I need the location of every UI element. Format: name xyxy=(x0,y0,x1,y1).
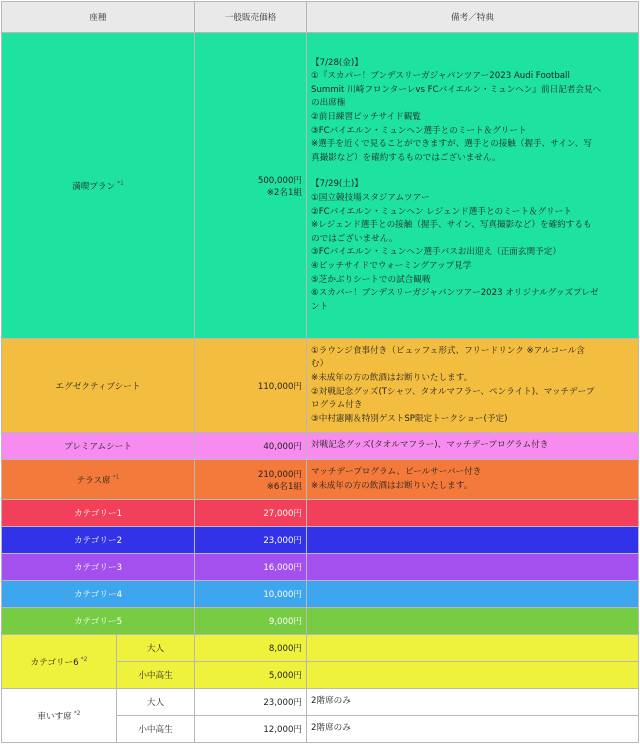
note-line: 真撮影など）を確約するものではございません。 xyxy=(311,152,501,163)
sub-label: 大人 xyxy=(117,689,195,716)
seat-pricing-table xyxy=(1,1,639,743)
notes-cell xyxy=(307,33,639,339)
seat-name-cell xyxy=(2,33,195,339)
header-seat: 座種 xyxy=(2,2,195,33)
note-line: ①国立競技場スタジアムツアー xyxy=(311,193,430,203)
note-line: ③FCバイエルン・ミュンヘン選手バスお出迎え（正面玄関予定） xyxy=(311,247,561,258)
note-line: ①『スカパー！ブンデスリーガジャパンツアー2023 Audi Football xyxy=(311,71,570,82)
row-category-3 xyxy=(2,554,639,581)
price: 23,000円 xyxy=(195,689,307,716)
note-line: の出席権 xyxy=(311,98,346,109)
notes: 2階席のみ xyxy=(307,689,639,716)
notes-cell xyxy=(307,339,639,433)
notes: 2階席のみ xyxy=(307,716,639,743)
note-line: ②FCバイエルン・ミュンヘン レジェンド選手とのミート＆グリート xyxy=(311,206,572,217)
seat-name: カテゴリー3 xyxy=(2,554,195,581)
note-line: ⑤芝かぶりシートでの試合観戦 xyxy=(311,274,431,285)
note-line: 対戦記念グッズ(タオルマフラー)、マッチデープログラム付き xyxy=(311,440,549,451)
sub-label: 小中高生 xyxy=(117,716,195,743)
price: 16,000円 xyxy=(195,554,307,581)
sub-label: 小中高生 xyxy=(117,662,195,689)
note-line: ④ピッチサイドでウォーミングアップ見学 xyxy=(311,260,472,271)
note-line: ②対戦記念グッズ(Tシャツ、タオルマフラー、ペンライト)、マッチデープ xyxy=(311,386,595,397)
row-premium-plan xyxy=(2,33,639,339)
header-notes: 備考／特典 xyxy=(307,2,639,33)
row-category-5 xyxy=(2,608,639,635)
seat-name: 車いす席 xyxy=(37,711,72,722)
price: 23,000円 xyxy=(195,527,307,554)
notes-cell xyxy=(307,662,639,689)
price-cell xyxy=(195,33,307,339)
price: 110,000円 xyxy=(257,381,303,392)
sub-label: 大人 xyxy=(117,635,195,662)
row-category-4 xyxy=(2,581,639,608)
note-line: 【7/28(金)】 xyxy=(311,57,363,68)
price: 12,000円 xyxy=(195,716,307,743)
row-category-1 xyxy=(2,500,639,527)
header-price: 一般販売価格 xyxy=(195,2,307,33)
seat-name: プレミアムシート xyxy=(64,442,132,452)
note-line: ログラム付き xyxy=(311,400,363,411)
price-note: ※6名1組 xyxy=(266,481,303,492)
notes-cell xyxy=(307,581,639,608)
price: 40,000円 xyxy=(263,442,303,452)
notes-cell xyxy=(307,608,639,635)
price: 210,000円 xyxy=(257,469,303,480)
footnote-mark: *2 xyxy=(80,655,88,663)
note-line: ②前日練習ピッチサイド観覧 xyxy=(311,112,421,123)
row-category-6-adult xyxy=(2,635,639,662)
seat-name-cell xyxy=(2,339,195,433)
row-executive xyxy=(2,339,639,433)
price-cell xyxy=(195,460,307,500)
row-premium-seat xyxy=(2,433,639,460)
seat-name: カテゴリー2 xyxy=(2,527,195,554)
notes-cell xyxy=(307,635,639,662)
seat-name: カテゴリー6 xyxy=(30,657,79,668)
price-cell xyxy=(195,433,307,460)
note-line: Summit 川崎フロンターレvs FCバイエルン・ミュンヘン』前日記者会見へ xyxy=(311,84,602,95)
price: 9,000円 xyxy=(195,608,307,635)
row-terrace xyxy=(2,460,639,500)
note-line: のではございません。 xyxy=(311,233,398,244)
note-line: マッチデープログラム、ビールサーバー付き xyxy=(311,466,482,477)
price-note: ※2名1組 xyxy=(266,187,303,198)
note-line: ※選手を近くで見ることができますが、選手との接触（握手、サイン、写 xyxy=(311,139,592,150)
seat-name: エグゼクティブシート xyxy=(55,381,141,392)
note-line: ⑥スカパー！ブンデスリーガジャパンツアー2023 オリジナルグッズプレゼ xyxy=(311,288,599,299)
note-line: ※未成年の方の飲酒はお断りいたします。 xyxy=(311,480,473,491)
notes-cell xyxy=(307,433,639,460)
row-wheelchair-adult xyxy=(2,689,639,716)
footnote-mark: *2 xyxy=(73,709,81,717)
price: 500,000円 xyxy=(257,175,303,186)
note-line: む） xyxy=(311,359,329,370)
seat-name: カテゴリー5 xyxy=(2,608,195,635)
seat-name: 満喫プラン xyxy=(72,181,116,192)
notes-cell xyxy=(307,527,639,554)
footnote-mark: *1 xyxy=(117,179,124,187)
notes-cell xyxy=(307,460,639,500)
price: 8,000円 xyxy=(195,635,307,662)
price: 27,000円 xyxy=(195,500,307,527)
note-line: ※未成年の方の飲酒はお断りいたします。 xyxy=(311,372,473,383)
seat-name: テラス席 xyxy=(76,475,111,486)
note-line: ント xyxy=(311,301,329,312)
notes-cell xyxy=(307,500,639,527)
note-line: ③FCバイエルン・ミュンヘン選手とのミート＆グリート xyxy=(311,125,527,136)
seat-name-cell xyxy=(2,689,117,743)
price: 10,000円 xyxy=(195,581,307,608)
seat-name: カテゴリー1 xyxy=(2,500,195,527)
seat-name: カテゴリー4 xyxy=(2,581,195,608)
seat-name-cell xyxy=(2,635,117,689)
seat-name-cell xyxy=(2,433,195,460)
note-line: ①ラウンジ食事付き（ビュッフェ形式、フリードリンク ※アルコール含 xyxy=(311,345,585,356)
notes-cell xyxy=(307,554,639,581)
note-line: 【7/29(土)】 xyxy=(311,179,363,190)
note-line: ※レジェンド選手との接触（握手、サイン、写真撮影など）を確約するも xyxy=(311,220,592,231)
price-cell xyxy=(195,339,307,433)
note-line: ③中村憲剛＆特別ゲストSP限定トークショー(予定) xyxy=(311,413,508,424)
table-header-row xyxy=(2,2,639,33)
note-line xyxy=(311,165,634,178)
row-category-2 xyxy=(2,527,639,554)
price: 5,000円 xyxy=(195,662,307,689)
seat-name-cell xyxy=(2,460,195,500)
footnote-mark: *1 xyxy=(112,473,120,481)
